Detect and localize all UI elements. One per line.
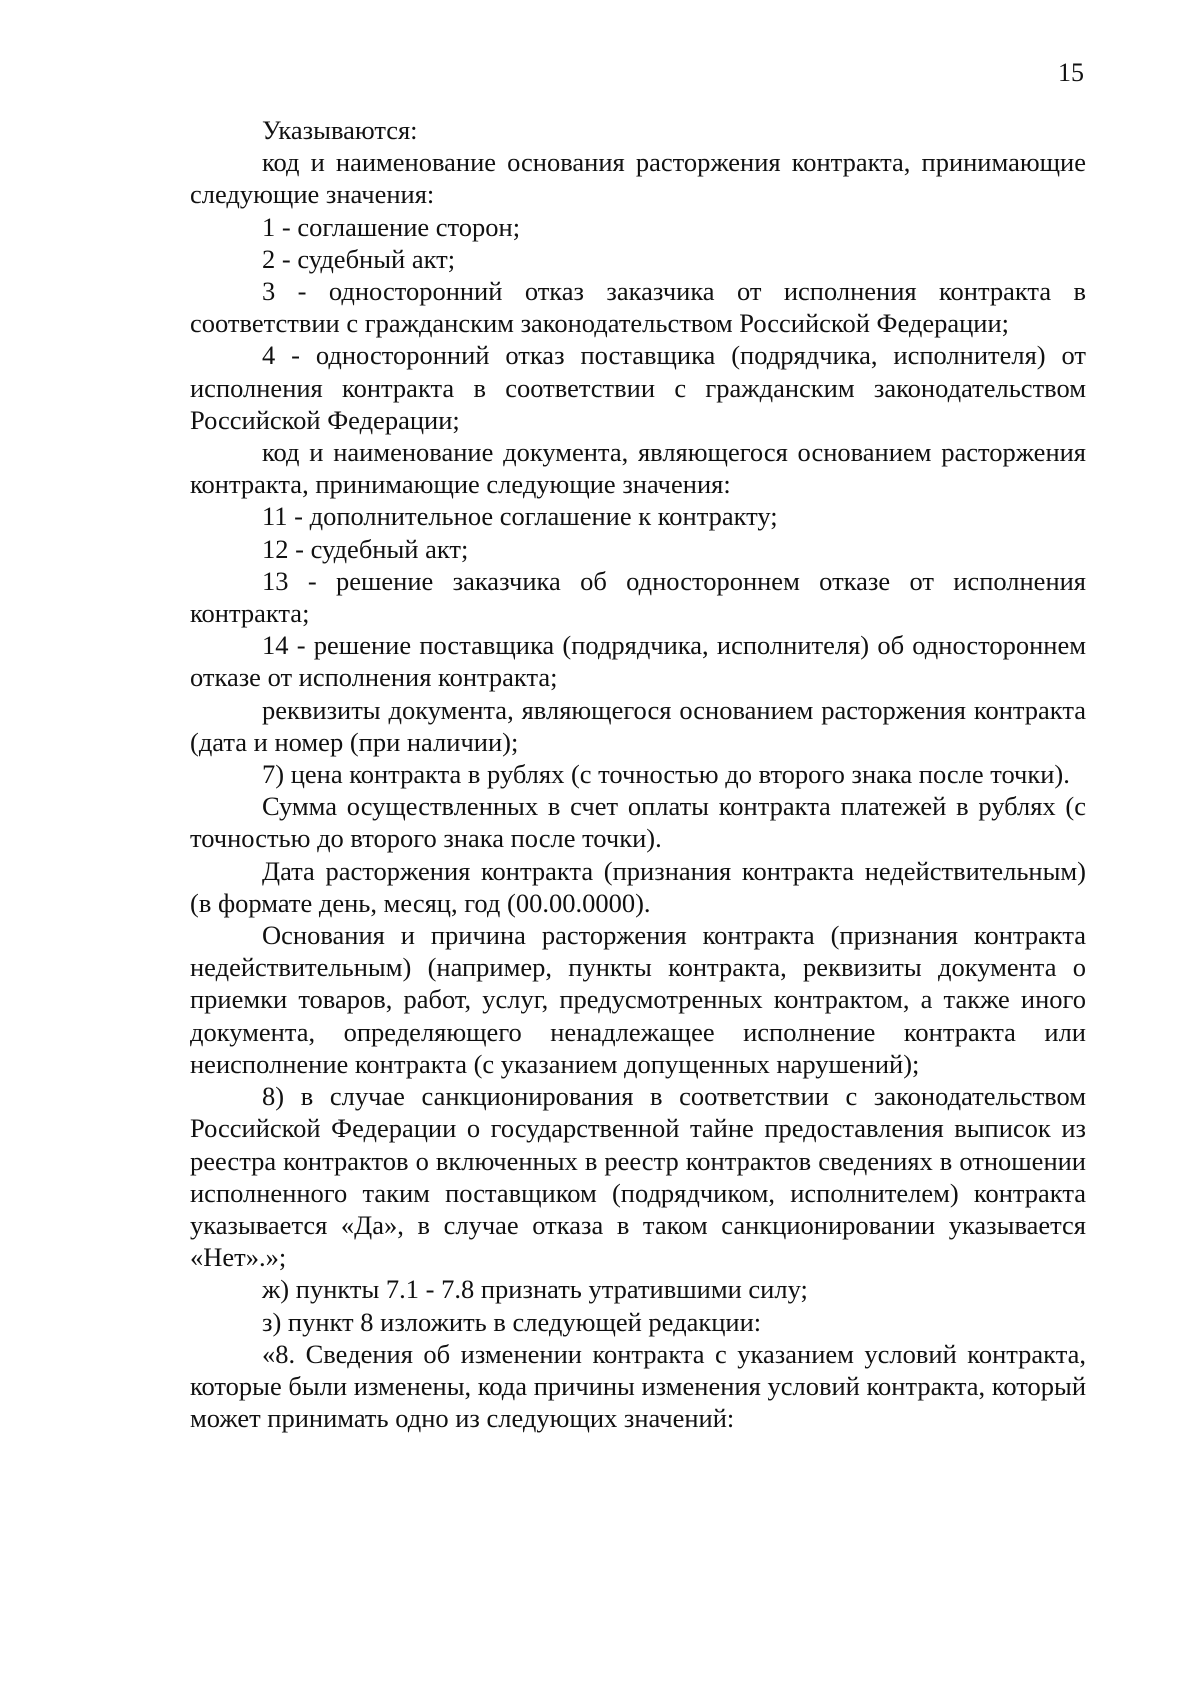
paragraph: 2 - судебный акт; (262, 243, 456, 274)
paragraph: 13 - решение заказчика об одностороннем отказе от исполнения контракта; (190, 565, 1086, 629)
paragraph: Указываются: (262, 115, 418, 145)
paragraph: ж) пункты 7.1 - 7.8 признать утратившими силу; (262, 1274, 808, 1305)
paragraph: 3 - односторонний отказ заказчика от исполнения контракта в соответствии с гражданским законодательством Российской Федерации; (190, 276, 1086, 339)
paragraph: 12 - судебный акт; (262, 533, 469, 564)
paragraph: 14 - решение поставщика (подрядчика, исполнителя) об одностороннем отказе от исполнения контракта; (190, 630, 1086, 693)
paragraph: Основания и причина расторжения контракта (признания контракта недействительным) (например, пункты контракта, реквизиты документа о приемки товаров, работ, услуг, предусмотренных контрактом, а также иного документа, определяющего ненадлежащее исполнение контракта или неисполнение контракта (с указанием допущенных нарушений); (190, 920, 1086, 1079)
paragraph: код и наименование документа, являющегося основанием расторжения контракта, принимающие следующие значения: (190, 437, 1086, 500)
paragraph: Сумма осуществленных в счет оплаты контракта платежей в рублях (с точностью до второго знака после точки). (190, 791, 1086, 854)
paragraph: реквизиты документа, являющегося основанием расторжения контракта (дата и номер (при наличии); (190, 694, 1086, 757)
paragraph: з) пункт 8 изложить в следующей редакции: (262, 1306, 762, 1337)
paragraph: 7) цена контракта в рублях (с точностью до второго знака после точки). (262, 759, 1070, 790)
paragraph: 11 - дополнительное соглашение к контракту; (262, 501, 778, 532)
paragraph: код и наименование основания расторжения контракта, принимающие следующие значения: (190, 147, 1086, 210)
document-body (190, 114, 1086, 1434)
paragraph: 1 - соглашение сторон; (262, 211, 521, 242)
paragraph: 8) в случае санкционирования в соответствии с законодательством Российской Федерации о государственной тайне предоставления выписок из реестра контрактов о включенных в реестр контрактов сведениях в отношении исполненного таким поставщиком (подрядчиком, исполнителем) контракта указывается «Да», в случае отказа в таком санкционировании указывается «Нет».»; (190, 1081, 1086, 1273)
paragraph: 4 - односторонний отказ поставщика (подрядчика, исполнителя) от исполнения контракта в соответствии с гражданским законодательством Российской Федерации; (190, 340, 1086, 435)
paragraph: Дата расторжения контракта (признания контракта недействительным) (в формате день, месяц, год (00.00.0000). (190, 855, 1086, 918)
page-number: 15 (1058, 58, 1084, 87)
paragraph: «8. Сведения об изменении контракта с указанием условий контракта, которые были изменены, кода причины изменения условий контракта, который может принимать одно из следующих значений: (190, 1338, 1086, 1434)
